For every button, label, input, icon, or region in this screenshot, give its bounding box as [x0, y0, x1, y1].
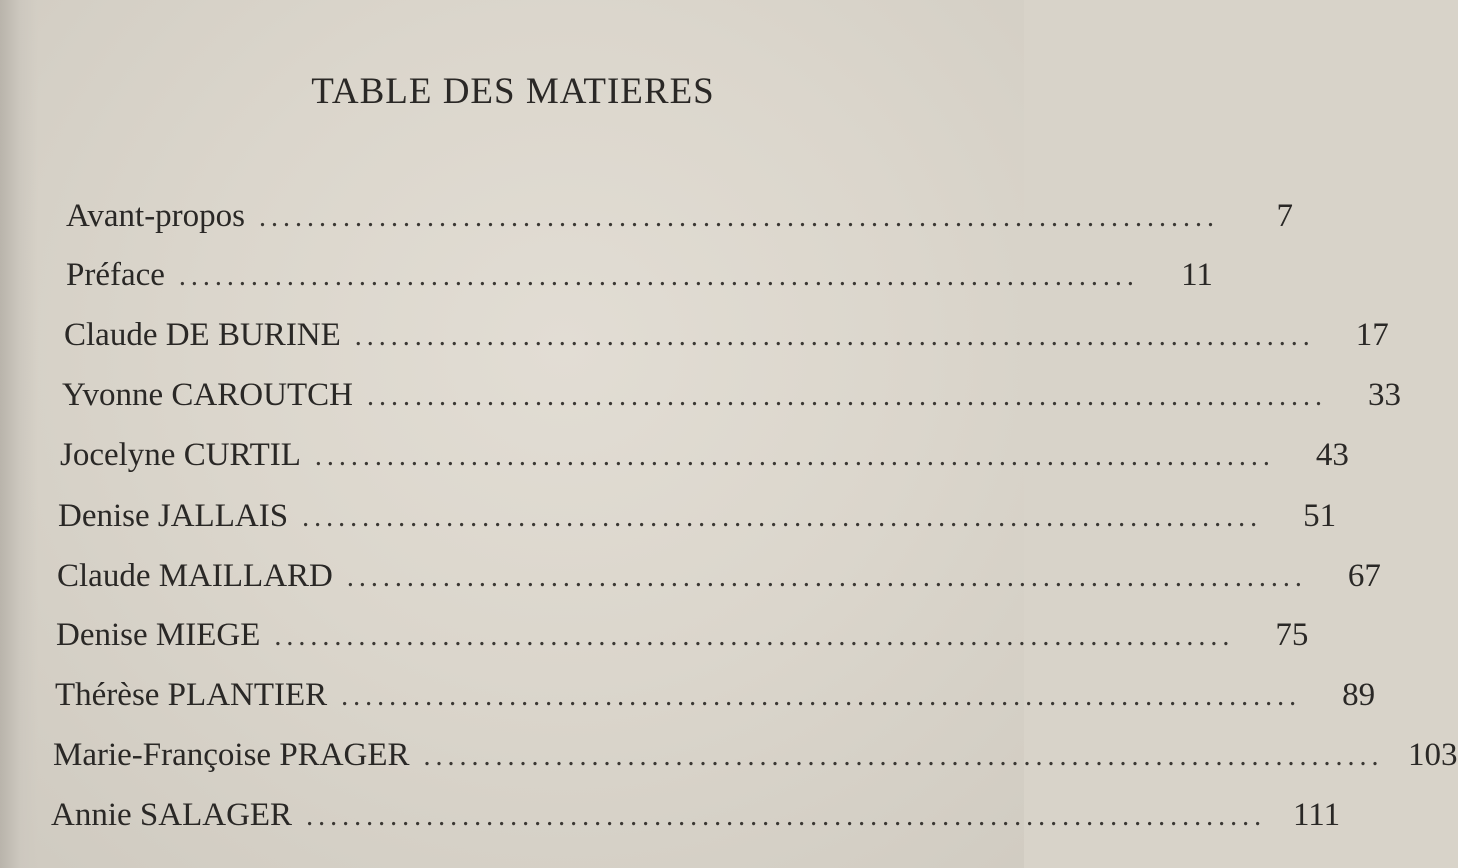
toc-entry-label: Claude DE BURINE — [64, 317, 341, 353]
dot-leader: ................................................................................ — [423, 741, 1384, 772]
toc-entry — [64, 317, 1389, 354]
toc-page-number: 17 — [1355, 317, 1389, 353]
toc-entry — [66, 198, 1294, 235]
toc-entry-label: Claude MAILLARD — [57, 558, 333, 594]
toc-page-number: 43 — [1315, 437, 1349, 473]
page-title: TABLE DES MATIERES — [311, 71, 715, 112]
toc-page-number: 75 — [1275, 617, 1309, 653]
toc-entry-label: Annie SALAGER — [51, 797, 293, 833]
toc-page-number: 67 — [1347, 558, 1381, 594]
toc-page-number: 51 — [1303, 498, 1337, 534]
dot-leader: ................................................................................ — [274, 621, 1235, 652]
toc-entry — [66, 257, 1213, 294]
toc-page-number: 7 — [1276, 198, 1294, 234]
dot-leader: ................................................................................ — [302, 502, 1263, 533]
dot-leader: ................................................................................ — [341, 681, 1302, 712]
toc-page-number: 89 — [1342, 677, 1376, 713]
dot-leader: ................................................................................ — [314, 441, 1275, 472]
toc-page-number: 11 — [1181, 257, 1213, 293]
dot-leader: ................................................................................ — [366, 381, 1327, 412]
dot-leader: ................................................................................ — [178, 261, 1139, 292]
toc-entry-label: Marie-Françoise PRAGER — [53, 737, 410, 773]
toc-entry — [53, 737, 1458, 774]
toc-entry-label: Denise JALLAIS — [58, 498, 289, 534]
dot-leader: ................................................................................ — [259, 202, 1220, 233]
toc-page-number: 111 — [1293, 797, 1341, 833]
toc-page-number: 33 — [1367, 377, 1401, 413]
dot-leader: ................................................................................ — [346, 562, 1307, 593]
toc-entry-label: Avant-propos — [66, 198, 246, 234]
toc-entry-label: Yvonne CAROUTCH — [62, 377, 353, 413]
toc-entry — [57, 558, 1381, 595]
toc-entry — [51, 797, 1341, 834]
toc-entry — [55, 677, 1376, 714]
toc-entry-label: Jocelyne CURTIL — [60, 437, 301, 473]
dot-leader: ................................................................................ — [306, 801, 1267, 832]
toc-entry — [56, 617, 1309, 654]
toc-entry — [60, 437, 1349, 474]
toc-entry-label: Thérèse PLANTIER — [55, 677, 328, 713]
dot-leader: ................................................................................ — [354, 321, 1315, 352]
toc-entry-label: Denise MIEGE — [56, 617, 261, 653]
toc-entry-label: Préface — [66, 257, 165, 293]
toc-page-number: 103 — [1408, 737, 1458, 773]
toc-entry — [58, 498, 1337, 535]
toc-entry — [62, 377, 1401, 414]
